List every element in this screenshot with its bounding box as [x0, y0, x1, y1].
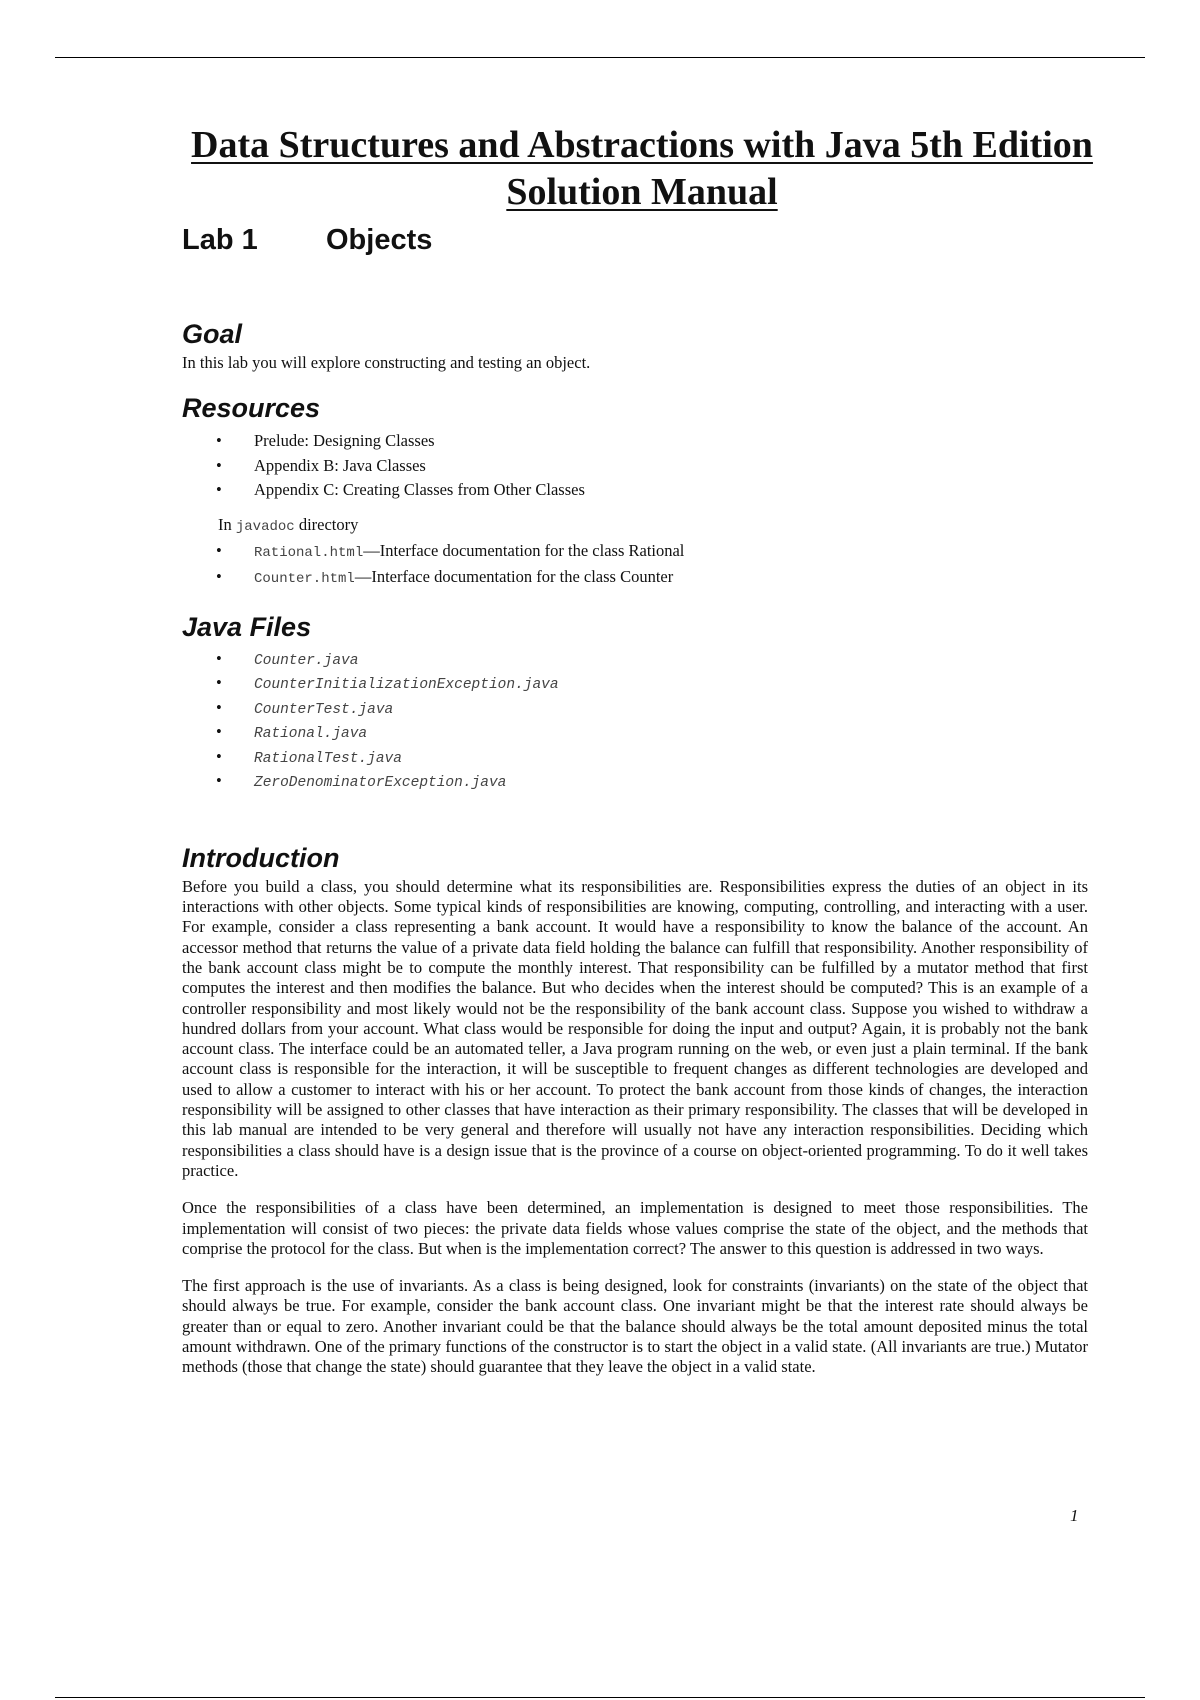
javadoc-item	[182, 539, 1088, 566]
intro-paragraph-2: Once the responsibilities of a class have been determined, an implementation is designed to meet those responsibilities. The implementation will consist of two pieces: the private data fields whose values comprise the state of the object, and the methods that comprise the protocol for the class. But when is the implementation correct? The answer to this question is addressed in two ways.	[182, 1198, 1088, 1258]
title-line-1: Data Structures and Abstractions with Java 5th Edition	[191, 124, 1093, 166]
javadoc-prefix: In	[218, 514, 232, 534]
lab-number: Lab 1	[182, 224, 258, 256]
java-file-item: • ZeroDenominatorException.java	[182, 770, 1088, 795]
javadoc-directory-line	[218, 513, 1088, 539]
lab-name: Objects	[326, 224, 433, 256]
java-file-item: • Rational.java	[182, 721, 1088, 746]
intro-paragraph-1: Before you build a class, you should determine what its responsibilities are. Responsibilities express the duties of an object in its interactions with other objects. Some typical kinds of responsibilities are knowing, computing, controlling, and interacting with a user. For example, consider a class representing a bank account. It would have a responsibility to know the balance of the account. An accessor method that returns the value of a private data field holding the balance can fulfill that responsibility. Another responsibility of the bank account class might be to compute the monthly interest. That responsibility can be fulfilled by a mutator method that first computes the interest and then modifies the balance. But who decides when the interest should be computed? This is an example of a controller responsibility and most likely would not be the responsibility of the bank account class. Suppose you wished to withdraw a hundred dollars from your account. What class would be responsible for doing the input and output? Again, it is probably not the bank account class. The interface could be an automated teller, a Java program running on the web, or even just a plain terminal. If the bank account class is responsible for the interaction, it will be susceptible to frequent changes as different technologies are developed and used to allow a customer to interact with his or her account. To protect the bank account from those kinds of changes, the interaction responsibility will be assigned to other classes that have interaction as their primary responsibility. The classes that will be developed in this lab manual are intended to be very general and therefore will usually not have any interaction responsibilities. Deciding which responsibilities a class should have is a design issue that is the province of a course on object-oriented programming. To do it well takes practice.	[182, 876, 1088, 1180]
javadoc-item	[182, 565, 1088, 592]
lab-heading	[182, 224, 1088, 257]
java-file-item: • RationalTest.java	[182, 746, 1088, 771]
java-file-item: • Counter.java	[182, 648, 1088, 673]
title-line-2: Solution Manual	[506, 171, 778, 213]
resource-item: • Prelude: Designing Classes	[182, 429, 1088, 454]
goal-heading: Goal	[182, 319, 243, 349]
java-files-heading: Java Files	[182, 611, 312, 642]
top-rule	[55, 57, 1145, 58]
document-page	[182, 122, 1093, 1378]
resources-list	[182, 429, 1088, 503]
resource-item: • Appendix C: Creating Classes from Other Classes	[182, 478, 1088, 503]
introduction-heading: Introduction	[182, 842, 340, 873]
goal-text: In this lab you will explore constructing and testing an object.	[182, 353, 591, 372]
java-file-item: • CounterInitializationException.java	[182, 672, 1088, 697]
document-title	[162, 122, 1122, 216]
javadoc-file: Counter.html	[254, 571, 355, 588]
intro-paragraph-3: The first approach is the use of invariants. As a class is being designed, look for constraints (invariants) on the state of the object that should always be true. For example, consider the bank account class. One invariant might be that the interest rate should always be greater than or equal to zero. Another invariant could be that the balance should always be the total amount deposited minus the total amount withdrawn. One of the primary functions of the constructor is to start the object in a valid state. (All invariants are true.) Mutator methods (those that change the state) should guarantee that they leave the object in a valid state.	[182, 1276, 1088, 1377]
java-files-list	[182, 648, 1088, 795]
resource-item: • Appendix B: Java Classes	[182, 454, 1088, 479]
javadoc-desc: —Interface documentation for the class Rational	[363, 540, 685, 560]
java-file-item: • CounterTest.java	[182, 697, 1088, 722]
javadoc-suffix: directory	[298, 514, 359, 534]
page-number: 1	[1070, 1506, 1079, 1525]
javadoc-desc: —Interface documentation for the class Counter	[354, 567, 674, 587]
javadoc-dir: javadoc	[235, 518, 295, 535]
javadoc-list	[182, 539, 1088, 592]
javadoc-file: Rational.html	[254, 544, 364, 561]
bottom-rule	[55, 1697, 1145, 1698]
resources-heading: Resources	[182, 393, 321, 424]
